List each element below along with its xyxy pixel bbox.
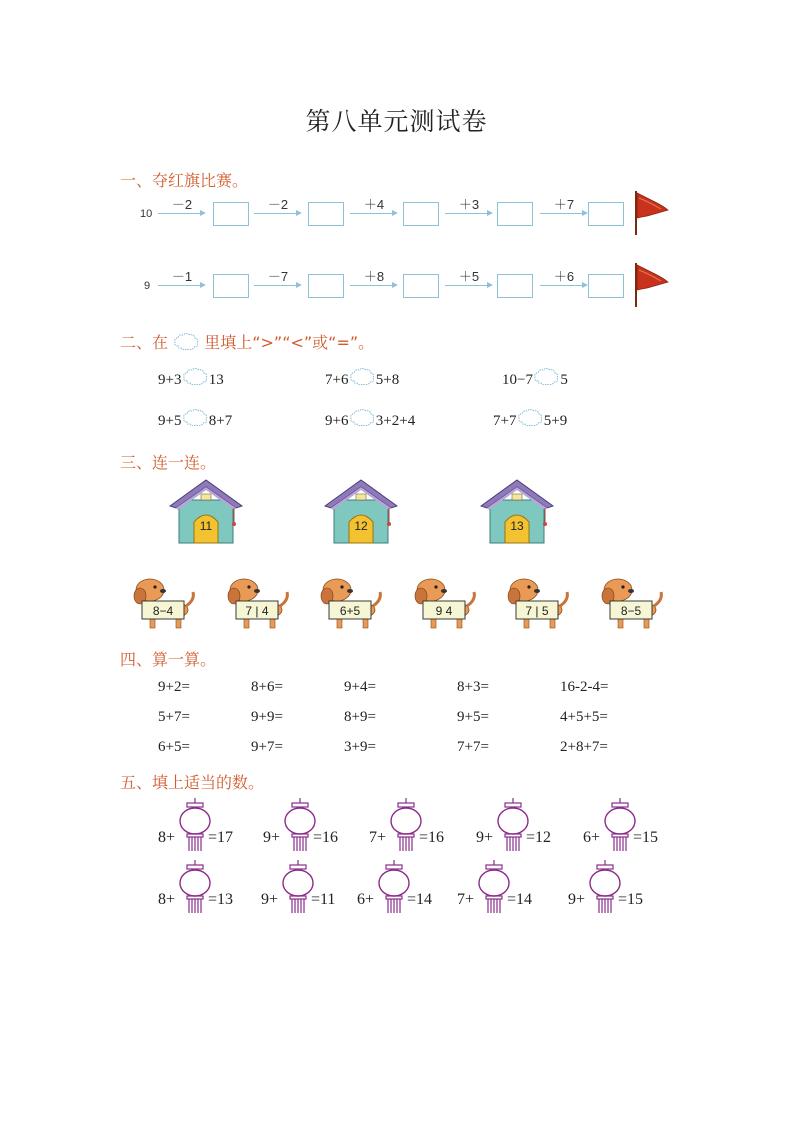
arrow [445,285,491,286]
lantern-answer[interactable] [588,859,622,921]
compare-right: 3+2+4 [375,413,416,429]
calc-problem[interactable]: 9+7= [251,739,283,755]
answer-box[interactable] [588,274,624,298]
answer-cloud[interactable] [182,366,208,388]
answer-cloud[interactable] [349,407,375,429]
section-2-heading [120,330,374,353]
answer-box[interactable] [308,274,344,298]
house-number: 11 [199,519,213,533]
dog-expression: 8−4 [152,604,174,618]
lantern-answer[interactable] [389,797,423,859]
answer-cloud[interactable] [517,407,543,429]
answer-box[interactable] [497,274,533,298]
red-flag-icon [633,190,669,236]
answer-box[interactable] [308,202,344,226]
arrow [540,213,586,214]
arrow [254,213,300,214]
lantern-addend: 7+ [369,829,387,846]
cloud-icon [173,332,199,352]
lantern-result: =11 [311,891,336,908]
calc-problem[interactable]: 8+6= [251,679,283,695]
calc-problem[interactable]: 8+3= [457,679,489,695]
house-number: 13 [510,519,524,533]
compare-left: 10−7 [502,372,533,388]
compare-right: 5 [560,372,568,388]
calc-problem[interactable]: 16-2-4= [560,679,609,695]
answer-cloud[interactable] [349,366,375,388]
answer-box[interactable] [403,274,439,298]
lantern-addend: 8+ [158,829,176,846]
compare-left: 9+5 [158,413,182,429]
page-title: 第八单元测试卷 [305,107,488,136]
calc-problem[interactable]: 4+5+5= [560,709,608,725]
arrow [158,285,204,286]
lantern-addend: 9+ [568,891,586,908]
calc-problem[interactable]: 9+4= [344,679,376,695]
arrow [158,213,204,214]
dog-house[interactable] [168,478,244,544]
dog-expression: 7 | 4 [245,604,269,618]
lantern-addend: 6+ [357,891,375,908]
lantern-answer[interactable] [283,797,317,859]
lantern-result: =15 [633,829,659,846]
calc-problem[interactable]: 9+5= [457,709,489,725]
compare-right: 5+9 [543,413,568,429]
compare-right: 8+7 [208,413,233,429]
calc-problem[interactable]: 3+9= [344,739,376,755]
dog-card[interactable] [596,574,666,630]
section-5-heading: 五、填上适当的数。 [120,773,265,792]
lantern-result: =16 [313,829,339,846]
lantern-answer[interactable] [477,859,511,921]
lantern-addend: 7+ [457,891,475,908]
lantern-addend: 9+ [263,829,281,846]
section-2-tail: 里填上“>”“<”或“=”。 [204,333,375,352]
compare-left: 7+6 [325,372,349,388]
compare-left: 9+3 [158,372,182,388]
house-number: 12 [354,519,368,533]
dog-card[interactable] [128,574,198,630]
dog-house[interactable] [479,478,555,544]
calc-problem[interactable]: 9+2= [158,679,190,695]
operation-label: ＋3 [458,197,480,212]
arrow [350,285,396,286]
dog-card[interactable] [222,574,292,630]
start-number: 9 [144,280,151,292]
compare-left: 7+7 [493,413,517,429]
calc-problem[interactable]: 2+8+7= [560,739,608,755]
operation-label: ＋6 [553,269,575,284]
arrow [540,285,586,286]
answer-box[interactable] [213,202,249,226]
operation-label: －7 [267,269,289,284]
dog-card[interactable] [502,574,572,630]
arrow [254,285,300,286]
lantern-result: =16 [419,829,445,846]
red-flag-icon [633,262,669,308]
answer-box[interactable] [403,202,439,226]
lantern-result: =13 [208,891,234,908]
lantern-addend: 8+ [158,891,176,908]
operation-label: ＋8 [363,269,385,284]
lantern-result: =17 [208,829,234,846]
lantern-answer[interactable] [178,859,212,921]
lantern-answer[interactable] [496,797,530,859]
dog-expression: 7 | 5 [525,604,549,618]
answer-box[interactable] [497,202,533,226]
lantern-answer[interactable] [178,797,212,859]
operation-label: －2 [267,197,289,212]
operation-label: －2 [171,197,193,212]
dog-card[interactable] [315,574,385,630]
lantern-answer[interactable] [281,859,315,921]
arrow [445,213,491,214]
section-1-heading: 一、夺红旗比赛。 [120,171,249,190]
lantern-answer[interactable] [603,797,637,859]
lantern-result: =15 [618,891,644,908]
answer-cloud[interactable] [533,366,559,388]
lantern-result: =14 [407,891,433,908]
operation-label: ＋4 [363,197,385,212]
compare-right: 13 [208,372,224,388]
calc-problem[interactable]: 5+7= [158,709,190,725]
calc-problem[interactable]: 9+9= [251,709,283,725]
start-number: 10 [140,208,153,220]
dog-expression: 9 4 [435,604,453,618]
compare-left: 9+6 [325,413,349,429]
section-3-heading: 三、连一连。 [120,453,217,472]
operation-label: －1 [171,269,193,284]
calc-problem[interactable]: 8+9= [344,709,376,725]
dog-card[interactable] [409,574,479,630]
calc-problem[interactable]: 6+5= [158,739,190,755]
section-4-heading: 四、算一算。 [120,650,217,669]
lantern-result: =12 [526,829,552,846]
answer-box[interactable] [588,202,624,226]
operation-label: ＋5 [458,269,480,284]
arrow [350,213,396,214]
lantern-answer[interactable] [377,859,411,921]
calc-problem[interactable]: 7+7= [457,739,489,755]
dog-expression: 6+5 [339,604,361,618]
answer-box[interactable] [213,274,249,298]
dog-expression: 8−5 [620,604,642,618]
dog-house[interactable] [323,478,399,544]
operation-label: ＋7 [553,197,575,212]
answer-cloud[interactable] [182,407,208,429]
lantern-result: =14 [507,891,533,908]
section-2-lead: 二、在 [120,333,169,352]
compare-right: 5+8 [375,372,400,388]
lantern-addend: 6+ [583,829,601,846]
lantern-addend: 9+ [261,891,279,908]
lantern-addend: 9+ [476,829,494,846]
